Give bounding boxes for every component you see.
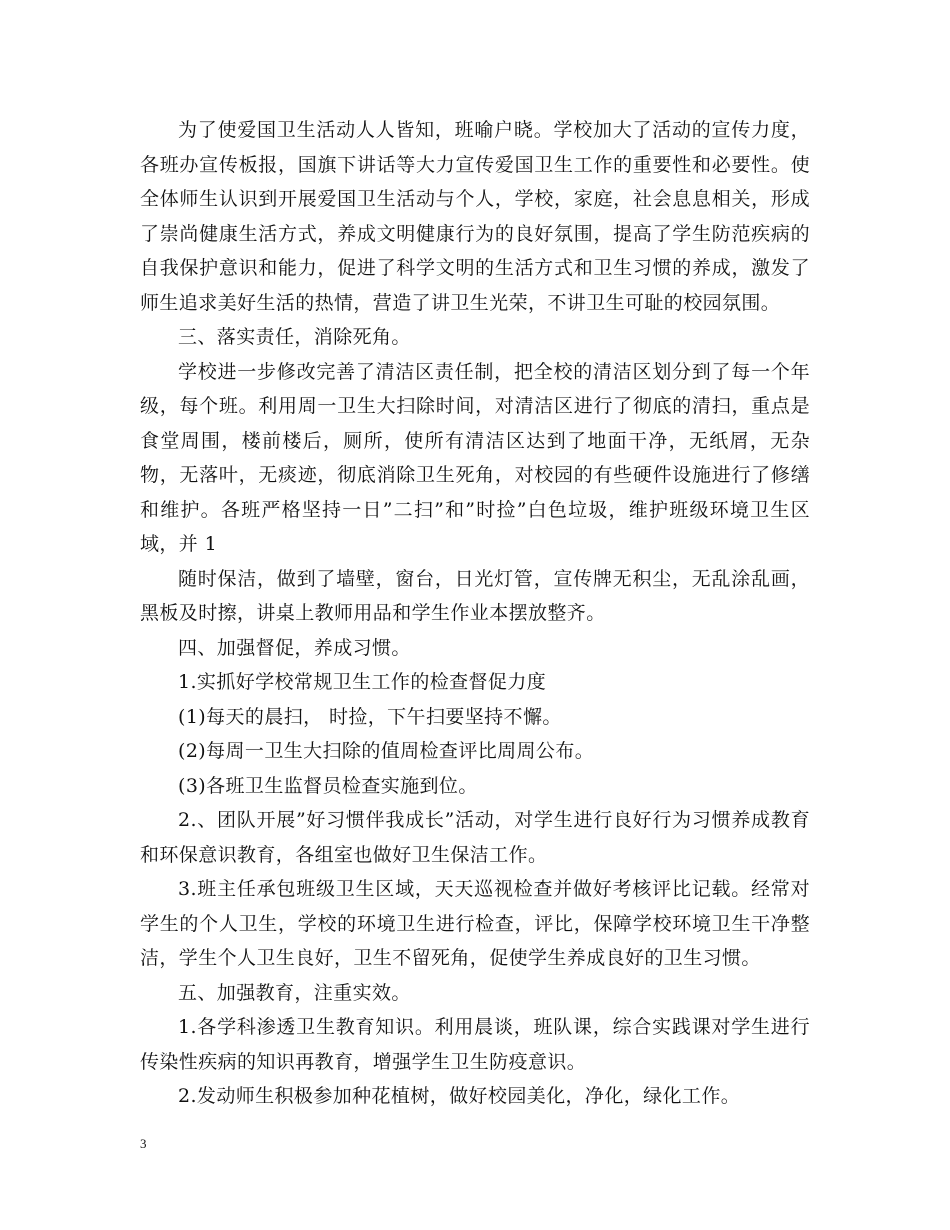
section-heading-4: 四、加强督促，养成习惯。 [178,636,411,659]
list-item-education-1: 1.各学科渗透卫生教育知识。利用晨谈，班队课，综合实践课对学生进行传染性疾病的知识再教育，增强学生卫生防疫意识。 [140,1016,810,1073]
paragraph-publicity: 为了使爱国卫生活动人人皆知，班喻户晓。学校加大了活动的宣传力度，各班办宣传板报，国旗下讲话等大力宣传爱国卫生工作的重要性和必要性。使全体师生认识到开展爱国卫生活动与个人，学校，家庭，社会息息相关，形成了崇尚健康生活方式，养成文明健康行为的良好氛围，提高了学生防范疾病的自我保护意识和能力，促进了科学文明的生活方式和卫生习惯的养成，激发了师生追求美好生活的热情，营造了讲卫生光荣，不讲卫生可耻的校园氛围。 [140,119,810,314]
sub-item-1: (1)每天的晨扫， 时捡，下午扫要坚持不懈。 [178,705,562,728]
list-item-education-2: 2.发动师生积极参加种花植树，做好校园美化，净化，绿化工作。 [178,1085,741,1107]
sub-item-3: (3)各班卫生监督员检查实施到位。 [178,774,478,797]
list-item-2: 2.、团队开展”好习惯伴我成长”活动，对学生进行良好行为习惯养成教育和环保意识教育，各组室也做好卫生保洁工作。 [140,809,810,866]
document-body [140,113,810,1114]
section-heading-3: 三、落实责任，消除死角。 [178,326,411,348]
list-item-1: 1.实抓好学校常规卫生工作的检查督促力度 [178,671,547,693]
page-number: 3 [140,1136,147,1151]
paragraph-cleaning: 随时保洁，做到了墙壁，窗台，日光灯管，宣传牌无积尘，无乱涂乱画，黑板及时擦，讲桌上教师用品和学生作业本摆放整齐。 [140,567,810,624]
sub-item-2: (2)每周一卫生大扫除的值周检查评比周周公布。 [178,740,595,762]
list-item-3: 3.班主任承包班级卫生区域，天天巡视检查并做好考核评比记载。经常对学生的个人卫生，学校的环境卫生进行检查，评比，保障学校环境卫生干净整洁，学生个人卫生良好，卫生不留死角，促使学生养成良好的卫生习惯。 [140,878,810,969]
paragraph-responsibility: 学校进一步修改完善了清洁区责任制，把全校的清洁区划分到了每一个年级，每个班。利用周一卫生大扫除时间，对清洁区进行了彻底的清扫，重点是食堂周围，楼前楼后，厕所，使所有清洁区达到了地面干净，无纸屑，无杂物，无落叶，无痰迹，彻底消除卫生死角，对校园的有些硬件设施进行了修缮和维护。各班严格坚持一日”二扫”和”时捡”白色垃圾，维护班级环境卫生区域，并 1 [140,360,810,555]
section-heading-5: 五、加强教育，注重实效。 [178,981,411,1004]
